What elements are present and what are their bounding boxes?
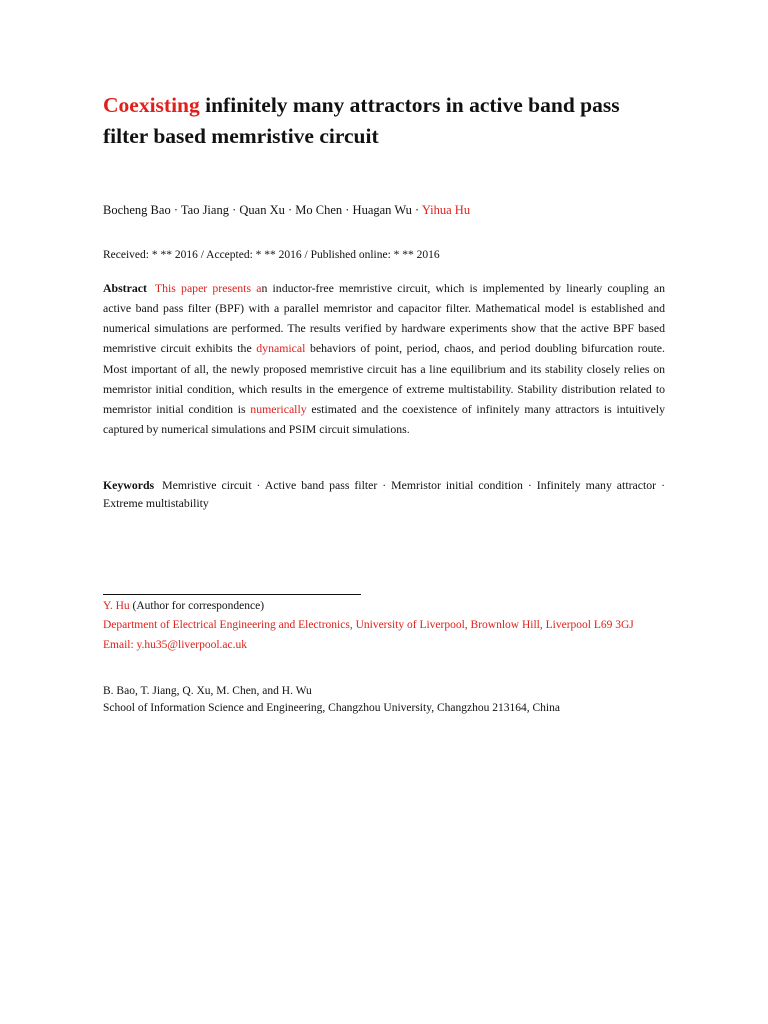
footnote-divider [103, 594, 361, 595]
other-authors-names: B. Bao, T. Jiang, Q. Xu, M. Chen, and H. Wu [103, 685, 312, 697]
publication-dates: Received: * ** 2016 / Accepted: * ** 2016 / Published online: * ** 2016 [103, 249, 440, 261]
title-rest: infinitely many attractors in active band pass filter based memristive circuit [103, 93, 620, 148]
other-authors-block [103, 683, 703, 716]
correspondence-line [103, 597, 703, 616]
author-names: Bocheng Bao · Tao Jiang · Quan Xu · Mo Chen · Huagan Wu · [103, 203, 422, 217]
abstract-text-3: estimated and the coexistence of infinitely many attractors is intuitively captured by numerical simulations and PSIM circuit simulations. [103, 401, 665, 437]
keywords-label: Keywords [103, 478, 155, 492]
abstract-label: Abstract [103, 281, 147, 295]
abstract-highlight-2: dynamical [256, 341, 306, 356]
correspondence-affiliation: Department of Electrical Engineering and Electronics, University of Liverpool, Brownlow Hill, Liverpool L69 3GJ [103, 619, 634, 632]
paper-title [103, 90, 668, 152]
abstract-highlight-1: This paper presents a [154, 281, 262, 295]
keywords-text: Memristive circuit · Active band pass filter · Memristor initial condition · Infinitely many attractor · Extreme multistability [103, 478, 665, 510]
correspondence-block [103, 597, 703, 655]
correspondence-email: Email: y.hu35@liverpool.ac.uk [103, 638, 247, 651]
abstract-text-1: n inductor-free memristive circuit, which is implemented by linearly coupling an active band pass filter (BPF) with a parallel memristor and capacitor filter. Mathematical model is established and numerical simulations are performed. The results verified by hardware experiments show that the active BPF based memristive circuit exhibits the [103, 281, 665, 356]
author-list [103, 202, 668, 218]
other-authors-affiliation: School of Information Science and Engineering, Changzhou University, Changzhou 213164, China [103, 701, 560, 714]
abstract [103, 278, 665, 439]
keywords [103, 477, 665, 512]
correspondence-note: (Author for correspondence) [129, 600, 265, 612]
abstract-highlight-3: numerically [250, 401, 307, 416]
title-highlight: Coexisting [103, 93, 200, 117]
correspondence-name: Y. Hu [103, 600, 130, 612]
abstract-text-2: behaviors of point, period, chaos, and period doubling bifurcation route. Most important of all, the newly proposed memristive circuit has a line equilibrium and its stability closely relies on memristor initial condition, which results in the emergence of extreme multistability. Stability distribution related to memristor initial condition is [103, 341, 665, 416]
corresponding-author: Yihua Hu [421, 203, 471, 217]
